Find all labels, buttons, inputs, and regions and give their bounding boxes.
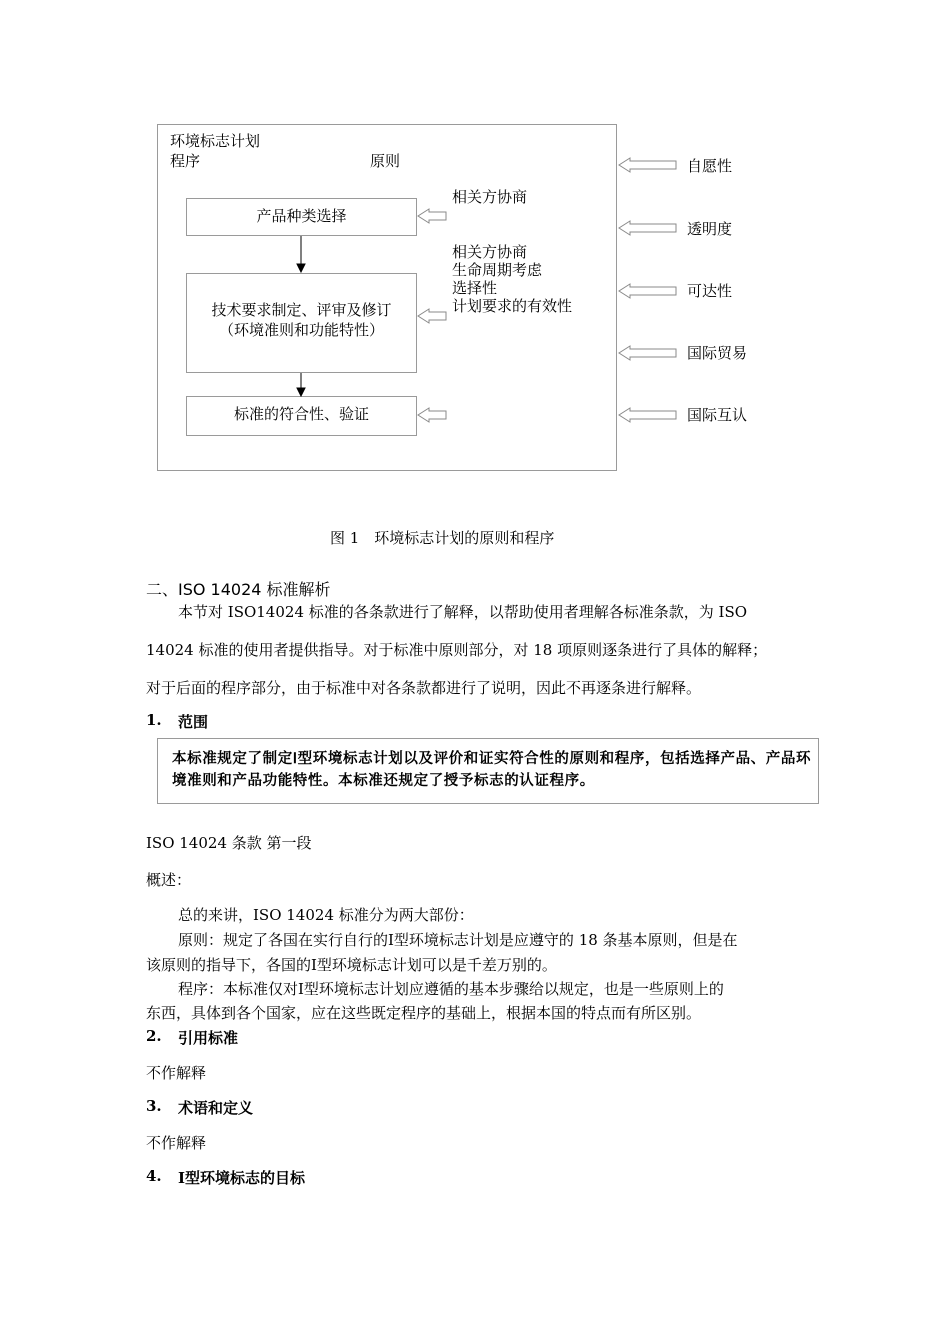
hollow-arrow-icon bbox=[418, 309, 446, 323]
overview-line: 该原则的指导下，各国的Ⅰ型环境标志计划可以是千差万别的。 bbox=[146, 956, 557, 974]
note-stakeholder: 相关方协商 bbox=[452, 188, 528, 206]
hollow-arrow-icon bbox=[418, 209, 446, 223]
note-line: 选择性 bbox=[452, 279, 498, 297]
scope-quote-box bbox=[157, 738, 819, 804]
hollow-arrow-icon bbox=[619, 408, 676, 422]
item-title: 引用标准 bbox=[178, 1029, 239, 1047]
hollow-arrow-icon bbox=[619, 284, 676, 298]
section-heading: 二、ISO 14024 标准解析 bbox=[146, 580, 331, 599]
item-number: 1. bbox=[146, 711, 162, 729]
overview-line: 程序：本标准仅对Ⅰ型环境标志计划应遵循的基本步骤给以规定，也是一些原则上的 bbox=[178, 980, 724, 998]
principle-mutual-recognition: 国际互认 bbox=[687, 406, 748, 424]
hollow-arrow-icon bbox=[619, 221, 676, 235]
figure-caption: 图 1 环境标志计划的原则和程序 bbox=[330, 529, 555, 547]
item-title: 范围 bbox=[178, 713, 209, 731]
hollow-arrow-icon bbox=[418, 408, 446, 422]
overview-line: 原则：规定了各国在实行自行的Ⅰ型环境标志计划是应遵守的 18 条基本原则，但是在 bbox=[178, 931, 738, 949]
paragraph-line: 14024 标准的使用者提供指导。对于标准中原则部分，对 18 项原则逐条进行了具体的解释； bbox=[146, 641, 768, 659]
diagram-header-title: 环境标志计划 bbox=[170, 132, 261, 150]
principle-international-trade: 国际贸易 bbox=[687, 344, 748, 362]
item-title: Ⅰ型环境标志的目标 bbox=[178, 1169, 306, 1187]
diagram-header-procedure: 程序 bbox=[170, 152, 201, 170]
hollow-arrow-icon bbox=[619, 346, 676, 360]
diagram bbox=[0, 0, 950, 500]
procedure-box-label: 技术要求制定、评审及修订 bbox=[211, 301, 392, 319]
clause-reference: ISO 14024 条款 第一段 bbox=[146, 834, 312, 852]
note-line: 相关方协商 bbox=[452, 243, 528, 261]
procedure-box-label: 标准的符合性、验证 bbox=[233, 405, 369, 423]
item-number: 2. bbox=[146, 1027, 162, 1045]
down-arrow-icon bbox=[297, 388, 305, 396]
paragraph-line: 本节对 ISO14024 标准的各条款进行了解释，以帮助使用者理解各标准条款，为 ISO bbox=[178, 603, 748, 621]
procedure-box-sublabel: （环境准则和功能特性） bbox=[218, 321, 384, 339]
diagram-arrows bbox=[0, 0, 950, 500]
principle-transparency: 透明度 bbox=[687, 220, 733, 238]
item-title: 术语和定义 bbox=[178, 1099, 254, 1117]
overview-label: 概述： bbox=[146, 871, 192, 889]
hollow-arrow-icon bbox=[619, 158, 676, 172]
diagram-header-principles: 原则 bbox=[370, 152, 401, 170]
note-line: 计划要求的有效性 bbox=[452, 297, 573, 315]
overview-line: 东西，具体到各个国家，应在这些既定程序的基础上，根据本国的特点而有所区别。 bbox=[146, 1004, 702, 1022]
procedure-box-label: 产品种类选择 bbox=[256, 207, 347, 225]
overview-line: 总的来讲，ISO 14024 标准分为两大部份： bbox=[178, 906, 474, 924]
item-body: 不作解释 bbox=[146, 1064, 207, 1082]
paragraph-line: 对于后面的程序部分，由于标准中对各条款都进行了说明，因此不再逐条进行解释。 bbox=[146, 679, 702, 697]
item-body: 不作解释 bbox=[146, 1134, 207, 1152]
scope-quote-text: 本标准规定了制定Ⅰ型环境标志计划以及评价和证实符合性的原则和程序，包括选择产品、产品环境准则和产品功能特性。本标准还规定了授予标志的认证程序。 bbox=[172, 751, 812, 789]
down-arrow-icon bbox=[297, 264, 305, 272]
item-number: 4. bbox=[146, 1167, 162, 1185]
item-number: 3. bbox=[146, 1097, 162, 1115]
note-line: 生命周期考虑 bbox=[452, 261, 543, 279]
principle-accessibility: 可达性 bbox=[687, 282, 733, 300]
principle-voluntary: 自愿性 bbox=[687, 157, 733, 175]
